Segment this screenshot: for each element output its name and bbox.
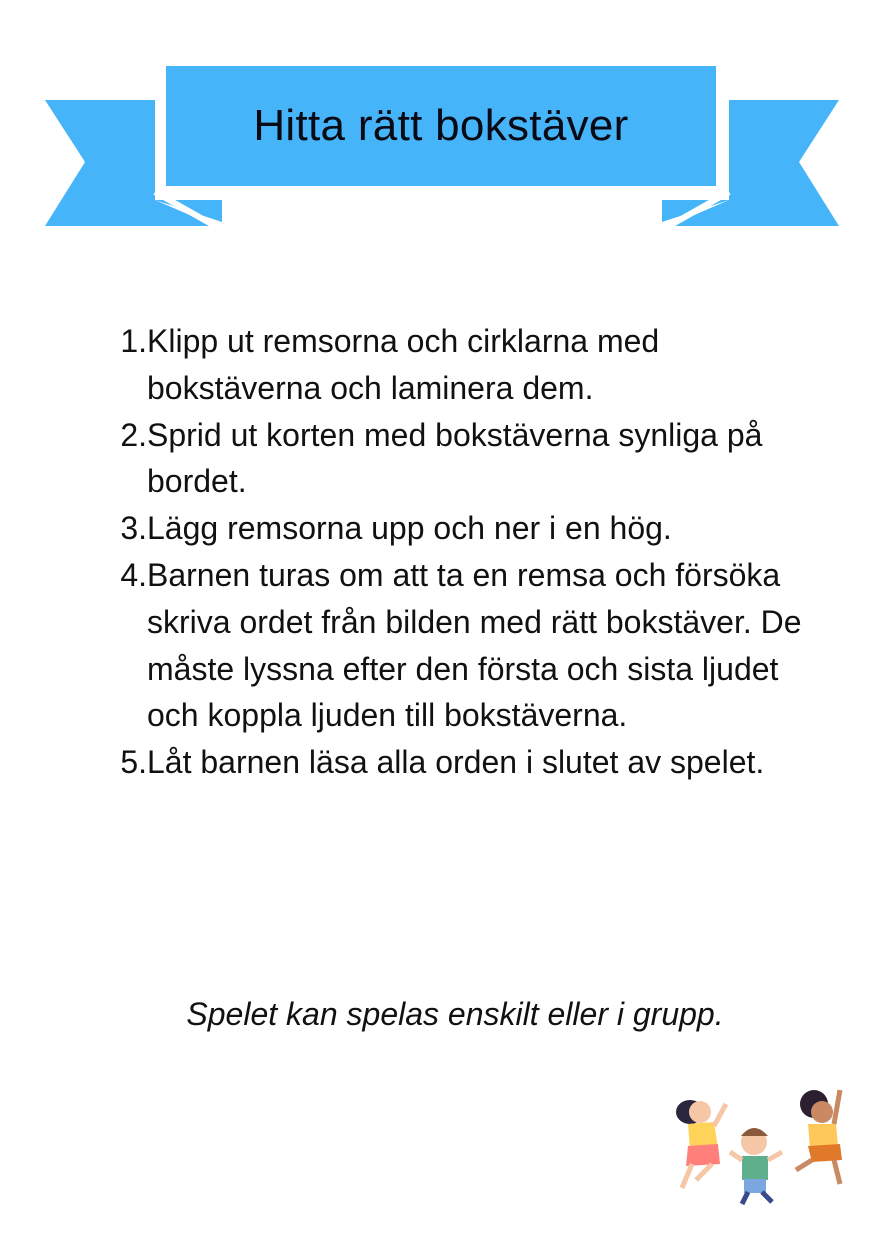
instruction-number: 2.: [120, 416, 147, 453]
instruction-item: [110, 739, 810, 786]
instruction-number: 4.: [120, 556, 147, 593]
instruction-item: [110, 552, 810, 739]
instruction-text: Barnen turas om att ta en remsa och försöka skriva ordet från bilden med rätt bokstäver. De måste lyssna efter den första och sista ljudet och koppla ljuden till bokstäverna.: [147, 556, 802, 734]
instruction-list: [110, 318, 810, 786]
instruction-text: Lägg remsorna upp och ner i en hög.: [147, 510, 672, 547]
instruction-text: Sprid ut korten med bokstäverna synliga på bordet.: [147, 416, 763, 500]
instruction-number: 3.: [120, 510, 147, 547]
page-title: Hitta rätt bokstäver: [253, 101, 629, 150]
jumping-children-illustration: [662, 1082, 852, 1212]
instruction-number: 5.: [120, 744, 147, 781]
instruction-item: [110, 505, 810, 552]
instruction-number: 1.: [120, 323, 147, 359]
instruction-item: [110, 412, 810, 506]
instruction-text: Låt barnen läsa alla orden i slutet av spelet.: [147, 744, 765, 781]
title-banner: [0, 0, 884, 240]
instruction-text: Klipp ut remsorna och cirklarna med bokstäverna och laminera dem.: [147, 323, 660, 406]
footnote: Spelet kan spelas enskilt eller i grupp.: [186, 996, 724, 1032]
instruction-item: [110, 318, 810, 412]
